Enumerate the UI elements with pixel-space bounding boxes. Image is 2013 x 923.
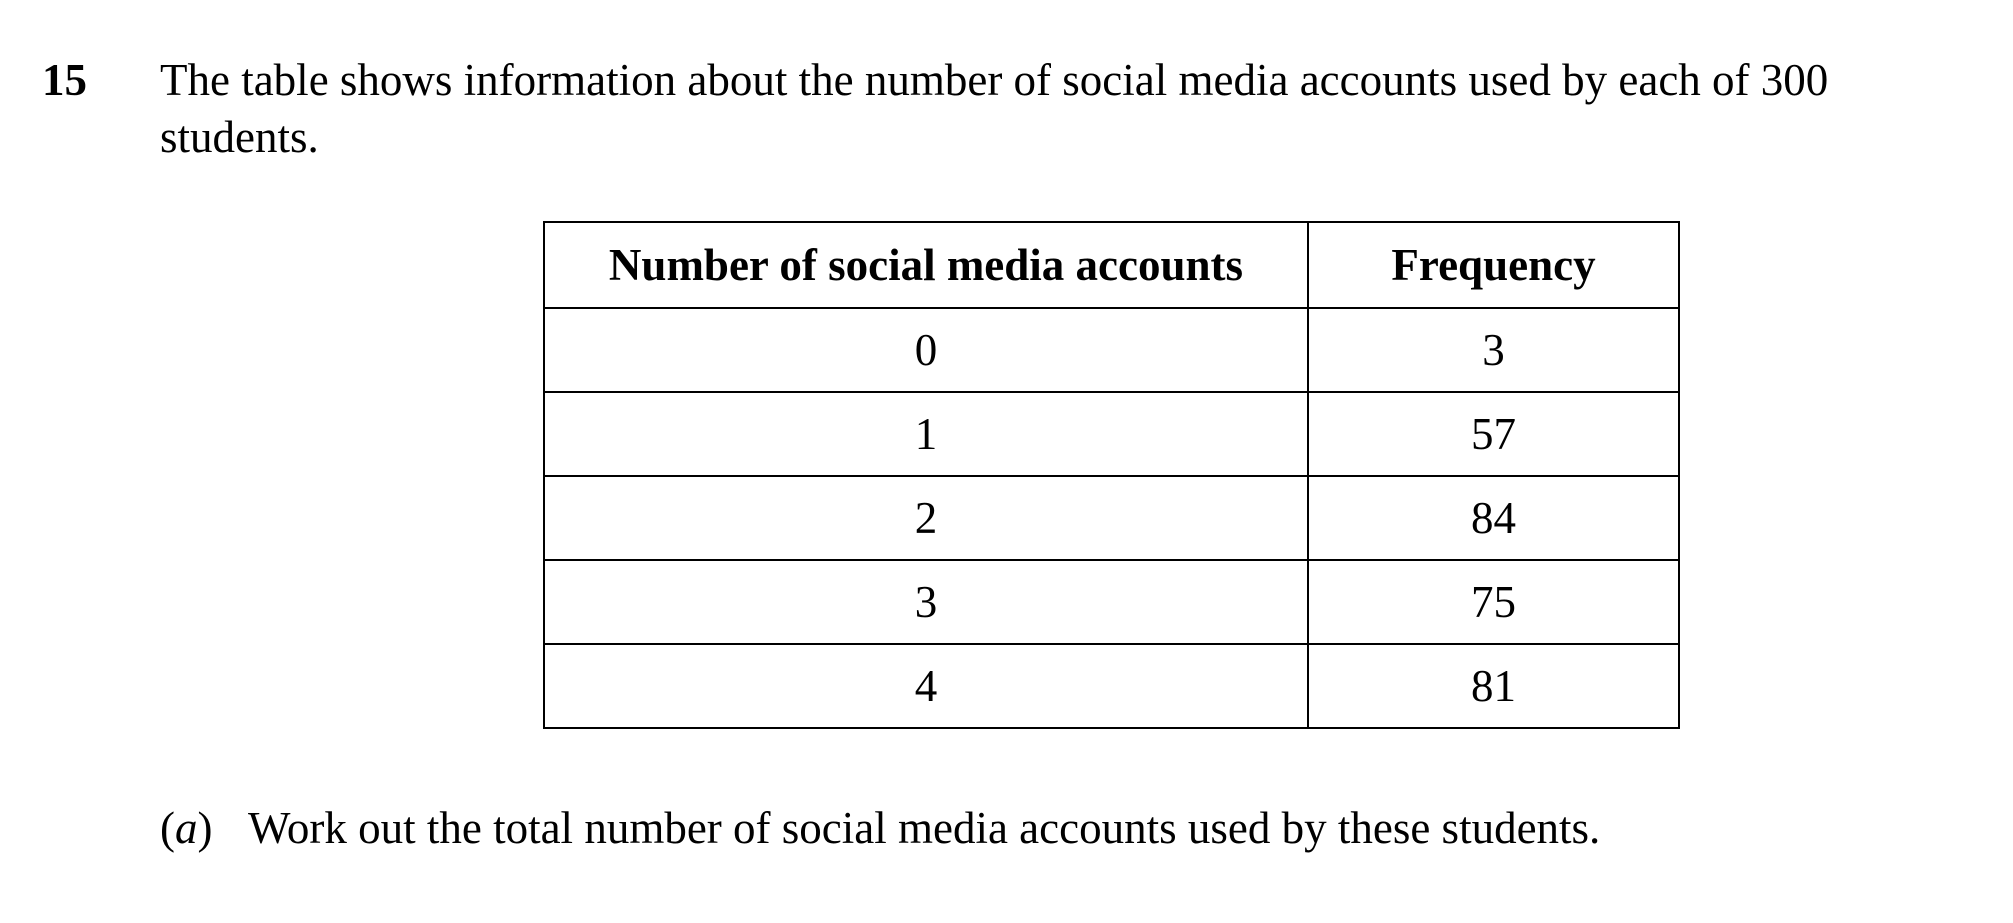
accounts-cell: 4: [544, 644, 1308, 728]
table-row: [544, 392, 1679, 476]
table-row: [544, 644, 1679, 728]
part-a-text: Work out the total number of social media accounts used by these students.: [248, 803, 1601, 853]
accounts-cell: 2: [544, 476, 1308, 560]
question-intro: The table shows information about the number of social media accounts used by each of 300 students.: [160, 55, 1829, 162]
frequency-cell: 81: [1308, 644, 1679, 728]
header-frequency: Frequency: [1308, 222, 1679, 308]
frequency-cell: 3: [1308, 308, 1679, 392]
header-number-of-accounts: Number of social media accounts: [544, 222, 1308, 308]
frequency-cell: 75: [1308, 560, 1679, 644]
frequency-cell: 84: [1308, 476, 1679, 560]
part-a: [160, 800, 1600, 856]
table-row: [544, 560, 1679, 644]
accounts-cell: 3: [544, 560, 1308, 644]
table-header-row: [544, 222, 1679, 308]
table-row: [544, 308, 1679, 392]
accounts-cell: 1: [544, 392, 1308, 476]
frequency-table: [543, 221, 1680, 729]
part-a-label: (a): [160, 803, 213, 853]
frequency-cell: 57: [1308, 392, 1679, 476]
accounts-cell: 0: [544, 308, 1308, 392]
question-number: 15: [42, 55, 87, 105]
table-row: [544, 476, 1679, 560]
